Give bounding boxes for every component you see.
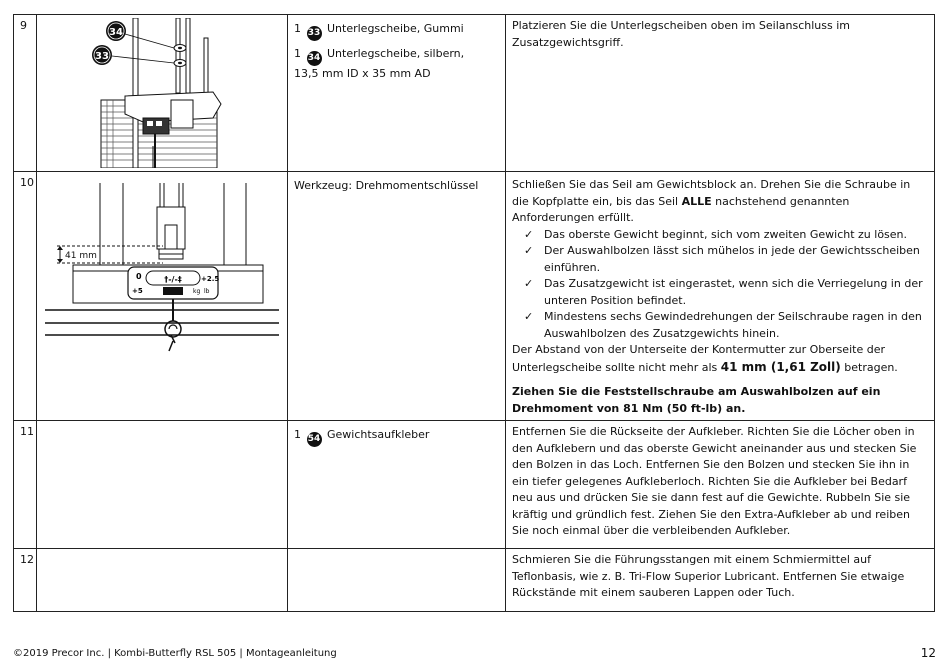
requirement-text: Das Zusatzgewicht ist eingerastet, wenn sich die Verriegelung in der unteren Position befindet. <box>544 277 923 307</box>
requirement-item <box>524 243 928 276</box>
step-10-figure <box>37 172 288 421</box>
footer-copyright: ©2019 Precor Inc. | Kombi-Butterfly RSL 505 | Montageanleitung <box>13 648 337 659</box>
tool-line: Werkzeug: Drehmomentschlüssel <box>294 179 479 192</box>
part-name: Unterlegscheibe, Gummi <box>327 22 464 35</box>
part-qty: 1 <box>294 428 301 441</box>
part-line <box>294 21 499 41</box>
step-number: 11 <box>14 421 37 549</box>
part-qty: 1 <box>294 46 301 60</box>
step-row-11 <box>14 421 935 549</box>
requirements-list <box>524 227 928 343</box>
step-11-figure <box>37 421 288 549</box>
plate-label-plus5: +5 <box>132 287 143 295</box>
step-9-figure <box>37 15 288 172</box>
requirement-item <box>524 276 928 309</box>
intro-emphasis: ALLE <box>681 194 712 208</box>
step-row-9 <box>14 15 935 172</box>
requirement-text: Das oberste Gewicht beginnt, sich vom zweiten Gewicht zu lösen. <box>544 227 908 241</box>
plate-label-plus25: +2.5 <box>201 275 220 283</box>
callout-icon: 33 <box>307 26 322 41</box>
step-row-12 <box>14 549 935 612</box>
requirement-item <box>524 309 928 342</box>
part-name: Unterlegscheibe, silbern, <box>327 46 465 60</box>
step-parts <box>288 549 506 612</box>
part-name: Gewichtsaufkleber <box>327 428 430 441</box>
plate-label-zero: 0 <box>136 272 142 281</box>
intro-text-end: nachstehend genannten Anforderungen erfüllt. <box>512 194 850 224</box>
assembly-steps-table <box>13 14 935 612</box>
requirement-text: Mindestens sechs Gewindedrehungen der Seilschraube ragen in den Auswahlbolzen des Zusatzgewichts hinein. <box>544 310 922 340</box>
requirement-text: Der Auswahlbolzen lässt sich mühelos in jede der Gewichtsscheiben einführen. <box>544 244 920 274</box>
step-parts <box>288 421 506 549</box>
checkmark-icon: ✓ <box>524 244 534 257</box>
callout-34: 34 <box>109 27 123 38</box>
part-line <box>294 46 499 82</box>
step-12-figure <box>37 549 288 612</box>
distance-value: 41 mm (1,61 Zoll) <box>720 359 841 374</box>
step-number: 9 <box>14 15 37 172</box>
checkmark-icon: ✓ <box>524 277 534 290</box>
torque-instruction: Ziehen Sie die Feststellschraube am Auswahlbolzen auf ein Drehmoment von 81 Nm (50 ft-lb) an. <box>512 385 881 415</box>
part-spec: 13,5 mm ID x 35 mm AD <box>294 66 431 80</box>
step-row-10 <box>14 172 935 421</box>
requirement-item <box>524 227 928 244</box>
part-line <box>294 427 499 447</box>
step-description <box>506 172 935 421</box>
part-qty: 1 <box>294 22 301 35</box>
page-number: 12 <box>920 646 936 660</box>
plate-label-toggle: †-/-‡ <box>164 275 182 284</box>
step-description: Entfernen Sie die Rückseite der Aufkleber. Richten Sie die Löcher oben in den Aufklebern und das oberste Gewicht aneinander aus und stecken Sie den Bolzen in das Loch. Entfernen Sie den Bolzen und stecken Sie ihn in ein tiefer gelegenes Aufkleberloch. Richten Sie die Aufkleber bei Bedarf neu aus und drücken Sie sie dann fest auf die Gewichte. Rubbeln Sie sie kräftig und gründlich fest. Ziehen Sie den Extra-Aufkleber ab und reiben Sie noch einmal über die verbleibenden Aufkleber. <box>506 421 935 549</box>
cable-attachment-illustration <box>43 175 281 412</box>
callout-icon: 34 <box>307 51 322 66</box>
distance-text-end: betragen. <box>840 360 898 374</box>
dimension-label: 41 mm <box>65 251 97 261</box>
step-number: 10 <box>14 172 37 421</box>
plate-label-lb: lb <box>204 288 210 295</box>
step-number: 12 <box>14 549 37 612</box>
callout-33: 33 <box>95 51 109 62</box>
intro-text: Schließen Sie das Seil am Gewichtsblock an. Drehen Sie die Schraube in die Kopfplatte ein, bis das Seil <box>512 178 911 208</box>
step-parts <box>288 15 506 172</box>
callout-icon: 54 <box>307 432 322 447</box>
step-tools <box>288 172 506 421</box>
checkmark-icon: ✓ <box>524 227 534 241</box>
washer-placement-illustration <box>43 18 281 168</box>
distance-text: Der Abstand von der Unterseite der Kontermutter zur Oberseite der Unterlegscheibe sollte nicht mehr als <box>512 343 885 374</box>
step-description: Platzieren Sie die Unterlegscheiben oben im Seilanschluss im Zusatzgewichtsgriff. <box>506 15 935 172</box>
checkmark-icon: ✓ <box>524 310 534 323</box>
plate-label-kg: kg <box>193 288 201 295</box>
step-description: Schmieren Sie die Führungsstangen mit einem Schmiermittel auf Teflonbasis, wie z. B. Tri-Flow Superior Lubricant. Entfernen Sie etwaige Rückstände mit einem sauberen Lappen oder Tuch. <box>506 549 935 612</box>
